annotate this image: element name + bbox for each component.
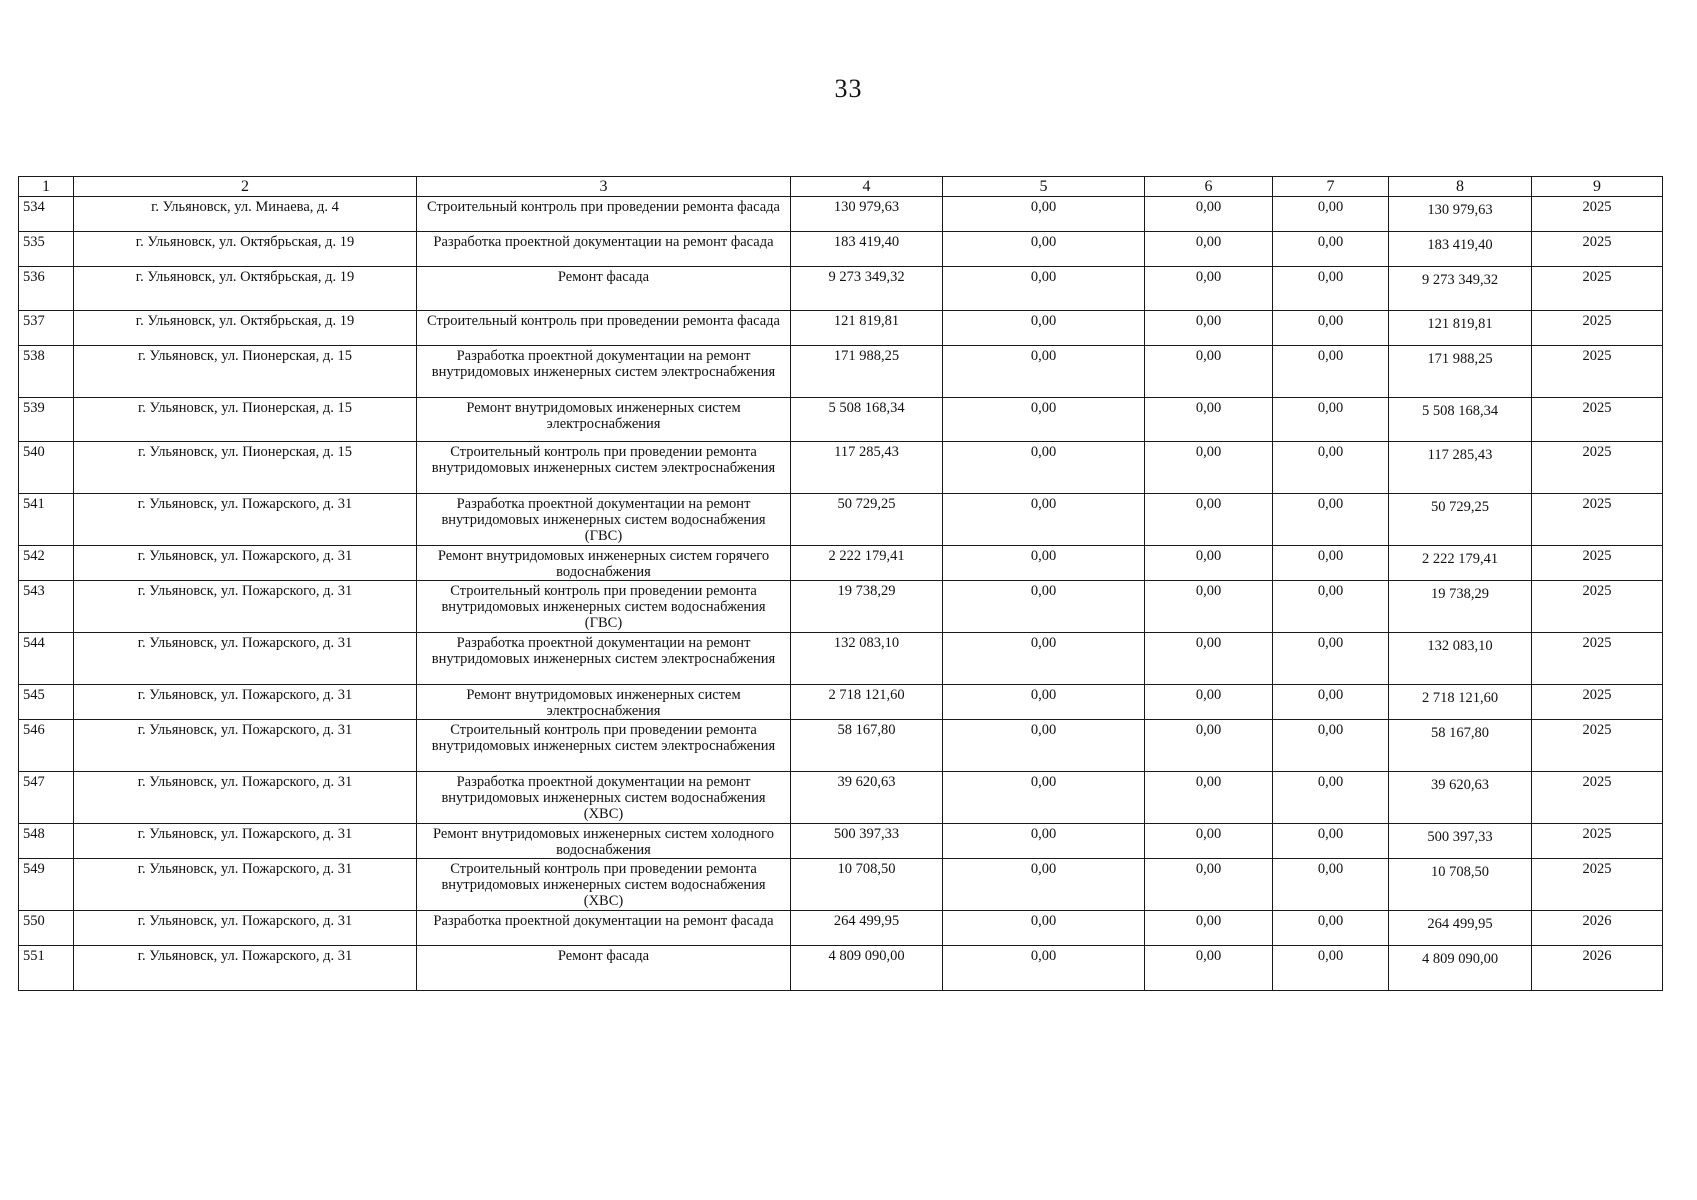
- cost-col6-cell: 0,00: [1145, 546, 1273, 581]
- address-cell: г. Ульяновск, ул. Пожарского, д. 31: [74, 546, 417, 581]
- cost-col5-cell: 0,00: [943, 546, 1145, 581]
- address-cell: г. Ульяновск, ул. Октябрьская, д. 19: [74, 267, 417, 311]
- row-number: 540: [19, 442, 74, 494]
- work-type-cell: Строительный контроль при проведении ремонта внутридомовых инженерных систем водоснабжения (ГВС): [417, 581, 791, 633]
- cost-col7-cell: 0,00: [1273, 232, 1389, 267]
- cost-total-cell: 171 988,25: [791, 346, 943, 398]
- cost-col6-cell: 0,00: [1145, 633, 1273, 685]
- cost-total-cell: 58 167,80: [791, 720, 943, 772]
- cost-col6-cell: 0,00: [1145, 946, 1273, 991]
- cost-col7-cell: 0,00: [1273, 442, 1389, 494]
- cost-total-cell: 183 419,40: [791, 232, 943, 267]
- address-cell: г. Ульяновск, ул. Пожарского, д. 31: [74, 685, 417, 720]
- address-cell: г. Ульяновск, ул. Пожарского, д. 31: [74, 911, 417, 946]
- cost-col5-cell: 0,00: [943, 442, 1145, 494]
- cost-col8-cell: 58 167,80: [1389, 720, 1532, 772]
- year-cell: 2025: [1532, 398, 1663, 442]
- year-cell: 2026: [1532, 946, 1663, 991]
- year-cell: 2025: [1532, 442, 1663, 494]
- page-number: 33: [834, 74, 863, 103]
- cost-col6-cell: 0,00: [1145, 685, 1273, 720]
- cost-col8-cell: 500 397,33: [1389, 824, 1532, 859]
- row-number: 550: [19, 911, 74, 946]
- column-header: 8: [1389, 177, 1532, 197]
- cost-total-cell: 39 620,63: [791, 772, 943, 824]
- cost-total-cell: 132 083,10: [791, 633, 943, 685]
- cost-col6-cell: 0,00: [1145, 267, 1273, 311]
- work-type-cell: Разработка проектной документации на ремонт фасада: [417, 911, 791, 946]
- row-number: 537: [19, 311, 74, 346]
- cost-col8-cell: 9 273 349,32: [1389, 267, 1532, 311]
- cost-col6-cell: 0,00: [1145, 824, 1273, 859]
- table-row: [19, 398, 1663, 442]
- year-cell: 2025: [1532, 772, 1663, 824]
- cost-col5-cell: 0,00: [943, 398, 1145, 442]
- address-cell: г. Ульяновск, ул. Октябрьская, д. 19: [74, 232, 417, 267]
- year-cell: 2025: [1532, 685, 1663, 720]
- cost-col8-cell: 121 819,81: [1389, 311, 1532, 346]
- table-row: [19, 546, 1663, 581]
- table-row: [19, 946, 1663, 991]
- cost-col7-cell: 0,00: [1273, 824, 1389, 859]
- table-row: [19, 197, 1663, 232]
- row-number: 543: [19, 581, 74, 633]
- address-cell: г. Ульяновск, ул. Минаева, д. 4: [74, 197, 417, 232]
- row-number: 539: [19, 398, 74, 442]
- cost-col8-cell: 264 499,95: [1389, 911, 1532, 946]
- row-number: 544: [19, 633, 74, 685]
- year-cell: 2025: [1532, 633, 1663, 685]
- cost-total-cell: 500 397,33: [791, 824, 943, 859]
- cost-col8-cell: 10 708,50: [1389, 859, 1532, 911]
- row-number: 534: [19, 197, 74, 232]
- cost-total-cell: 19 738,29: [791, 581, 943, 633]
- cost-total-cell: 2 718 121,60: [791, 685, 943, 720]
- cost-col8-cell: 117 285,43: [1389, 442, 1532, 494]
- cost-col7-cell: 0,00: [1273, 946, 1389, 991]
- address-cell: г. Ульяновск, ул. Пожарского, д. 31: [74, 946, 417, 991]
- year-cell: 2025: [1532, 824, 1663, 859]
- column-header: 5: [943, 177, 1145, 197]
- cost-col8-cell: 5 508 168,34: [1389, 398, 1532, 442]
- cost-col7-cell: 0,00: [1273, 720, 1389, 772]
- row-number: 538: [19, 346, 74, 398]
- work-type-cell: Строительный контроль при проведении ремонта внутридомовых инженерных систем электроснабжения: [417, 442, 791, 494]
- cost-col8-cell: 130 979,63: [1389, 197, 1532, 232]
- year-cell: 2025: [1532, 546, 1663, 581]
- cost-col8-cell: 132 083,10: [1389, 633, 1532, 685]
- work-type-cell: Ремонт внутридомовых инженерных систем горячего водоснабжения: [417, 546, 791, 581]
- table-row: [19, 633, 1663, 685]
- cost-col6-cell: 0,00: [1145, 311, 1273, 346]
- cost-col5-cell: 0,00: [943, 772, 1145, 824]
- column-header: 2: [74, 177, 417, 197]
- row-number: 545: [19, 685, 74, 720]
- year-cell: 2025: [1532, 267, 1663, 311]
- address-cell: г. Ульяновск, ул. Пионерская, д. 15: [74, 442, 417, 494]
- work-type-cell: Строительный контроль при проведении ремонта фасада: [417, 197, 791, 232]
- cost-col5-cell: 0,00: [943, 946, 1145, 991]
- cost-total-cell: 5 508 168,34: [791, 398, 943, 442]
- year-cell: 2025: [1532, 346, 1663, 398]
- year-cell: 2025: [1532, 720, 1663, 772]
- cost-col7-cell: 0,00: [1273, 685, 1389, 720]
- cost-col7-cell: 0,00: [1273, 772, 1389, 824]
- row-number: 536: [19, 267, 74, 311]
- cost-col8-cell: 4 809 090,00: [1389, 946, 1532, 991]
- table-row: [19, 772, 1663, 824]
- cost-col7-cell: 0,00: [1273, 581, 1389, 633]
- table-body: [19, 197, 1663, 991]
- cost-col5-cell: 0,00: [943, 633, 1145, 685]
- table-row: [19, 685, 1663, 720]
- address-cell: г. Ульяновск, ул. Октябрьская, д. 19: [74, 311, 417, 346]
- work-type-cell: Ремонт внутридомовых инженерных систем холодного водоснабжения: [417, 824, 791, 859]
- address-cell: г. Ульяновск, ул. Пожарского, д. 31: [74, 824, 417, 859]
- table-row: [19, 442, 1663, 494]
- cost-col6-cell: 0,00: [1145, 494, 1273, 546]
- address-cell: г. Ульяновск, ул. Пожарского, д. 31: [74, 581, 417, 633]
- cost-total-cell: 264 499,95: [791, 911, 943, 946]
- cost-total-cell: 9 273 349,32: [791, 267, 943, 311]
- cost-col6-cell: 0,00: [1145, 720, 1273, 772]
- year-cell: 2025: [1532, 494, 1663, 546]
- table-row: [19, 494, 1663, 546]
- cost-col5-cell: 0,00: [943, 859, 1145, 911]
- cost-col6-cell: 0,00: [1145, 581, 1273, 633]
- year-cell: 2025: [1532, 311, 1663, 346]
- cost-col7-cell: 0,00: [1273, 494, 1389, 546]
- cost-total-cell: 2 222 179,41: [791, 546, 943, 581]
- year-cell: 2025: [1532, 232, 1663, 267]
- address-cell: г. Ульяновск, ул. Пожарского, д. 31: [74, 720, 417, 772]
- cost-col7-cell: 0,00: [1273, 311, 1389, 346]
- address-cell: г. Ульяновск, ул. Пионерская, д. 15: [74, 346, 417, 398]
- table-row: [19, 581, 1663, 633]
- cost-col5-cell: 0,00: [943, 267, 1145, 311]
- year-cell: 2025: [1532, 197, 1663, 232]
- cost-col5-cell: 0,00: [943, 911, 1145, 946]
- row-number: 546: [19, 720, 74, 772]
- cost-col5-cell: 0,00: [943, 232, 1145, 267]
- cost-col5-cell: 0,00: [943, 346, 1145, 398]
- cost-col6-cell: 0,00: [1145, 442, 1273, 494]
- cost-col5-cell: 0,00: [943, 311, 1145, 346]
- cost-total-cell: 121 819,81: [791, 311, 943, 346]
- table-row: [19, 720, 1663, 772]
- cost-col5-cell: 0,00: [943, 720, 1145, 772]
- work-type-cell: Ремонт внутридомовых инженерных систем электроснабжения: [417, 685, 791, 720]
- table-row: [19, 859, 1663, 911]
- table-row: [19, 232, 1663, 267]
- cost-col8-cell: 2 222 179,41: [1389, 546, 1532, 581]
- table-row: [19, 311, 1663, 346]
- work-type-cell: Разработка проектной документации на ремонт фасада: [417, 232, 791, 267]
- column-number-row: [19, 177, 1663, 197]
- work-type-cell: Строительный контроль при проведении ремонта внутридомовых инженерных систем электроснабжения: [417, 720, 791, 772]
- cost-col7-cell: 0,00: [1273, 398, 1389, 442]
- table-row: [19, 911, 1663, 946]
- cost-col7-cell: 0,00: [1273, 267, 1389, 311]
- address-cell: г. Ульяновск, ул. Пожарского, д. 31: [74, 633, 417, 685]
- row-number: 548: [19, 824, 74, 859]
- year-cell: 2025: [1532, 859, 1663, 911]
- cost-col6-cell: 0,00: [1145, 197, 1273, 232]
- table-row: [19, 824, 1663, 859]
- year-cell: 2026: [1532, 911, 1663, 946]
- cost-col6-cell: 0,00: [1145, 772, 1273, 824]
- cost-total-cell: 4 809 090,00: [791, 946, 943, 991]
- row-number: 542: [19, 546, 74, 581]
- cost-total-cell: 130 979,63: [791, 197, 943, 232]
- cost-col7-cell: 0,00: [1273, 859, 1389, 911]
- cost-col5-cell: 0,00: [943, 494, 1145, 546]
- cost-col5-cell: 0,00: [943, 824, 1145, 859]
- cost-col5-cell: 0,00: [943, 581, 1145, 633]
- work-type-cell: Строительный контроль при проведении ремонта фасада: [417, 311, 791, 346]
- row-number: 551: [19, 946, 74, 991]
- cost-total-cell: 50 729,25: [791, 494, 943, 546]
- work-type-cell: Ремонт фасада: [417, 946, 791, 991]
- column-header: 4: [791, 177, 943, 197]
- cost-total-cell: 117 285,43: [791, 442, 943, 494]
- address-cell: г. Ульяновск, ул. Пионерская, д. 15: [74, 398, 417, 442]
- table-row: [19, 346, 1663, 398]
- row-number: 547: [19, 772, 74, 824]
- work-type-cell: Ремонт фасада: [417, 267, 791, 311]
- table-row: [19, 267, 1663, 311]
- cost-col7-cell: 0,00: [1273, 633, 1389, 685]
- cost-col6-cell: 0,00: [1145, 232, 1273, 267]
- cost-col6-cell: 0,00: [1145, 346, 1273, 398]
- year-cell: 2025: [1532, 581, 1663, 633]
- cost-col6-cell: 0,00: [1145, 859, 1273, 911]
- column-header: 9: [1532, 177, 1663, 197]
- cost-col8-cell: 183 419,40: [1389, 232, 1532, 267]
- column-header: 1: [19, 177, 74, 197]
- cost-col6-cell: 0,00: [1145, 398, 1273, 442]
- work-type-cell: Разработка проектной документации на ремонт внутридомовых инженерных систем электроснабжения: [417, 633, 791, 685]
- cost-col7-cell: 0,00: [1273, 197, 1389, 232]
- column-header: 7: [1273, 177, 1389, 197]
- work-type-cell: Ремонт внутридомовых инженерных систем электроснабжения: [417, 398, 791, 442]
- row-number: 535: [19, 232, 74, 267]
- cost-col8-cell: 2 718 121,60: [1389, 685, 1532, 720]
- row-number: 541: [19, 494, 74, 546]
- cost-col8-cell: 19 738,29: [1389, 581, 1532, 633]
- works-table: [18, 176, 1663, 991]
- address-cell: г. Ульяновск, ул. Пожарского, д. 31: [74, 494, 417, 546]
- cost-col7-cell: 0,00: [1273, 546, 1389, 581]
- cost-col7-cell: 0,00: [1273, 346, 1389, 398]
- work-type-cell: Разработка проектной документации на ремонт внутридомовых инженерных систем водоснабжения (ХВС): [417, 772, 791, 824]
- cost-col5-cell: 0,00: [943, 685, 1145, 720]
- cost-col7-cell: 0,00: [1273, 911, 1389, 946]
- cost-col8-cell: 50 729,25: [1389, 494, 1532, 546]
- work-type-cell: Разработка проектной документации на ремонт внутридомовых инженерных систем электроснабжения: [417, 346, 791, 398]
- work-type-cell: Разработка проектной документации на ремонт внутридомовых инженерных систем водоснабжения (ГВС): [417, 494, 791, 546]
- row-number: 549: [19, 859, 74, 911]
- cost-col5-cell: 0,00: [943, 197, 1145, 232]
- column-header: 3: [417, 177, 791, 197]
- work-type-cell: Строительный контроль при проведении ремонта внутридомовых инженерных систем водоснабжения (ХВС): [417, 859, 791, 911]
- cost-total-cell: 10 708,50: [791, 859, 943, 911]
- address-cell: г. Ульяновск, ул. Пожарского, д. 31: [74, 859, 417, 911]
- cost-col6-cell: 0,00: [1145, 911, 1273, 946]
- cost-col8-cell: 171 988,25: [1389, 346, 1532, 398]
- cost-col8-cell: 39 620,63: [1389, 772, 1532, 824]
- column-header: 6: [1145, 177, 1273, 197]
- address-cell: г. Ульяновск, ул. Пожарского, д. 31: [74, 772, 417, 824]
